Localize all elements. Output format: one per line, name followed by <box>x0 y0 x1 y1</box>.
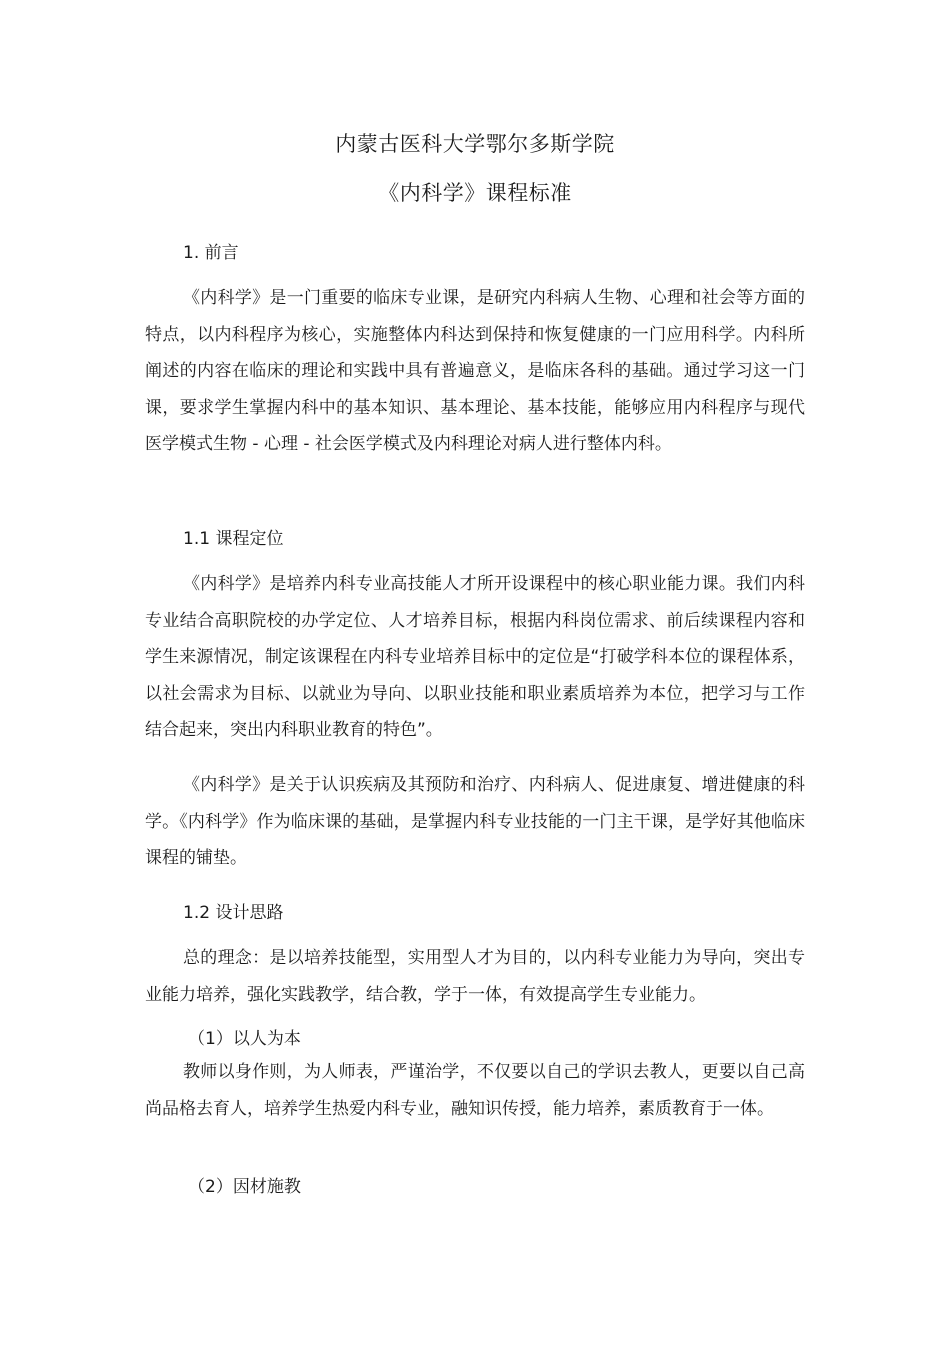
item-label-teach-by-aptitude: （2）因材施教 <box>188 1177 301 1197</box>
design-approach-paragraph: 总的理念：是以培养技能型，实用型人才为目的，以内科专业能力为导向，突出专业能力培养，强化实践教学，结合教，学于一体，有效提高学生专业能力。 <box>145 948 805 1005</box>
document-subtitle: 《内科学》课程标准 <box>378 181 572 205</box>
section-heading-design-approach: 1.2 设计思路 <box>183 903 284 923</box>
section-heading-course-positioning: 1.1 课程定位 <box>183 529 284 549</box>
item-label-people-oriented: （1）以人为本 <box>188 1029 301 1049</box>
document-title: 内蒙古医科大学鄂尔多斯学院 <box>335 132 615 156</box>
section-heading-preface: 1. 前言 <box>183 243 239 263</box>
course-positioning-paragraph-1: 《内科学》是培养内科专业高技能人才所开设课程中的核心职业能力课。我们内科专业结合高职院校的办学定位、人才培养目标，根据内科岗位需求、前后续课程内容和学生来源情况，制定该课程在内科专业培养目标中的定位是“打破学科本位的课程体系，以社会需求为目标、以就业为导向、以职业技能和职业素质培养为本位，把学习与工作结合起来，突出内科职业教育的特色”。 <box>145 574 805 740</box>
preface-paragraph: 《内科学》是一门重要的临床专业课，是研究内科病人生物、心理和社会等方面的特点，以内科程序为核心，实施整体内科达到保持和恢复健康的一门应用科学。内科所阐述的内容在临床的理论和实践中具有普遍意义，是临床各科的基础。通过学习这一门课，要求学生掌握内科中的基本知识、基本理论、基本技能，能够应用内科程序与现代医学模式生物 - 心理 - 社会医学模式及内科理论对病人进行整体内科。 <box>145 288 805 454</box>
item-text-people-oriented: 教师以身作则，为人师表，严谨治学，不仅要以自己的学识去教人，更要以自己高尚品格去育人，培养学生热爱内科专业，融知识传授，能力培养，素质教育于一体。 <box>145 1062 805 1119</box>
course-positioning-paragraph-2: 《内科学》是关于认识疾病及其预防和治疗、内科病人、促进康复、增进健康的科学。《内科学》作为临床课的基础，是掌握内科专业技能的一门主干课，是学好其他临床课程的铺垫。 <box>145 775 805 868</box>
